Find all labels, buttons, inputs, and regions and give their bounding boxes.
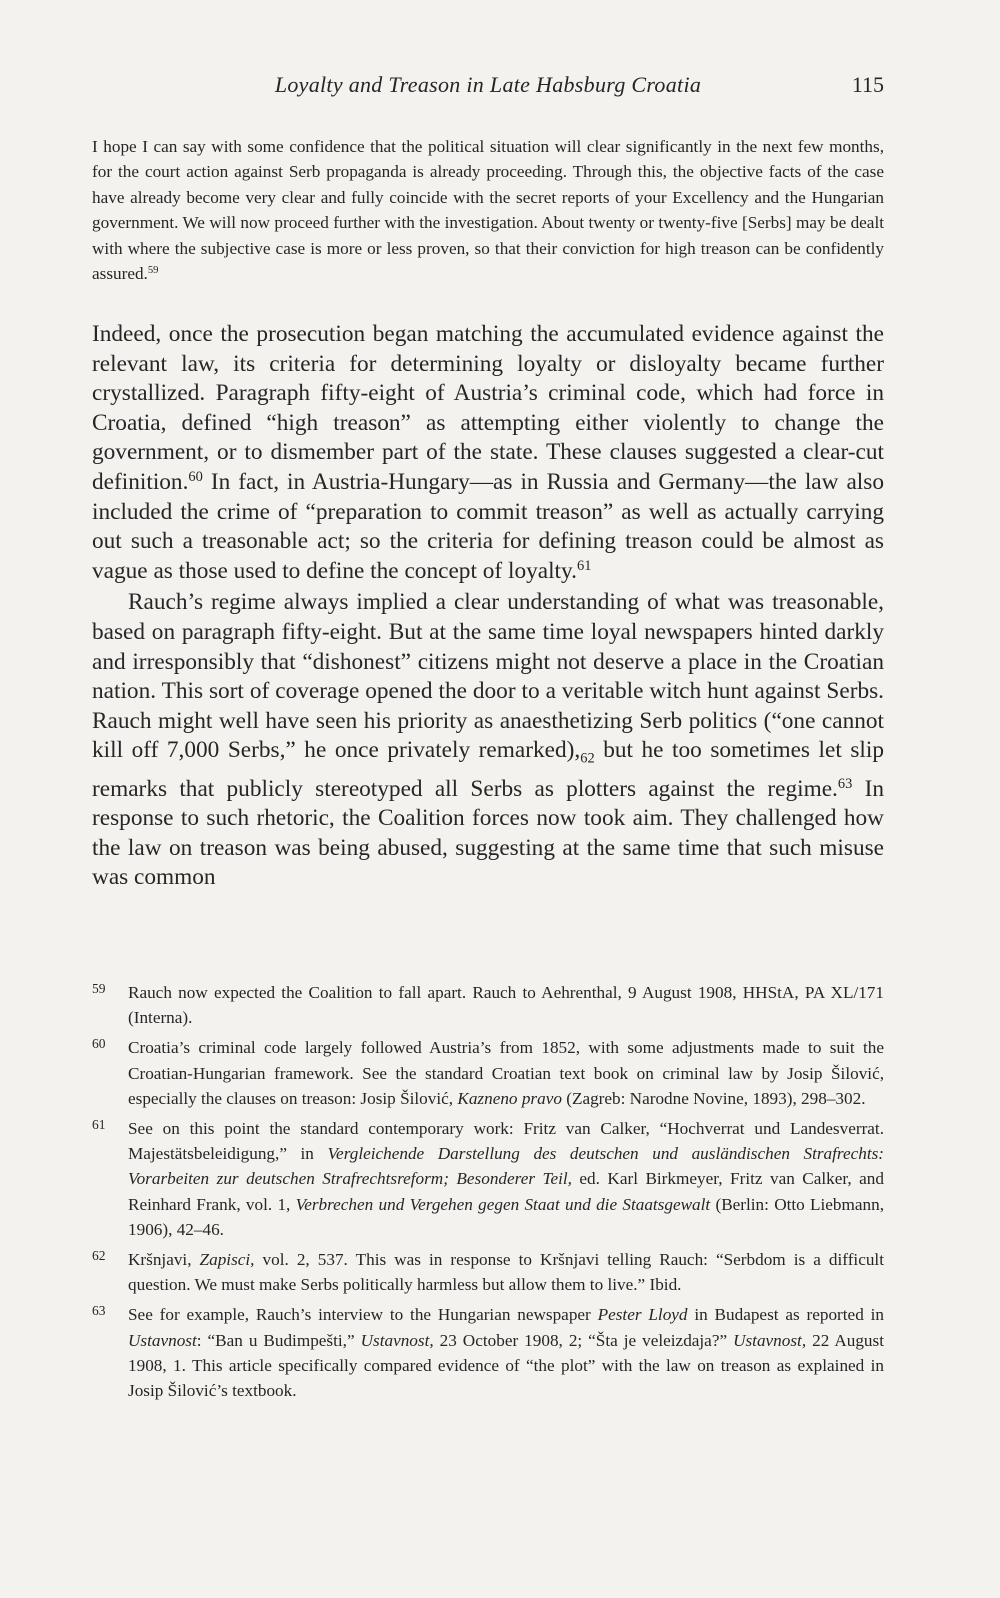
footnotes	[92, 980, 884, 1408]
footnote	[92, 1116, 884, 1242]
footnote-text: Rauch now expected the Coalition to fall apart. Rauch to Aehrenthal, 9 August 1908, HHStA, PA XL/171 (Interna).	[128, 983, 884, 1028]
footnote-title: Pester Lloyd	[597, 1305, 688, 1325]
footnote-title: Ustavnost,	[360, 1330, 434, 1350]
footnote-text: See for example, Rauch’s interview to the Hungarian newspaper	[128, 1305, 598, 1325]
footnote-title: Ustavnost	[128, 1330, 197, 1350]
paragraph-text: Rauch’s regime always implied a clear understanding of what was treasonable, based on paragraph fifty-eight. But at the same time loyal newspapers hinted darkly and irresponsibly that “dishonest” citizens might not deserve a place in the Croatian nation. This sort of coverage opened the door to a veritable witch hunt against Serbs. Rauch might well have seen his priority as anaesthetizing Serb politics (“one cannot kill off 7,000 Serbs,” he once privately remarked),	[92, 589, 884, 764]
paragraph-text: In response to such rhetoric, the Coalition forces now took aim. They challenged how the law on treason was being abused, suggesting at the same time that such misuse was common	[92, 775, 884, 891]
footnote-text: 22 August 1908, 1. This article specifically compared evidence of “the plot” with the law on treason as explained in Josip Šilović’s textbook.	[128, 1330, 884, 1401]
footnote-text: : “Ban u Budimpešti,”	[196, 1330, 361, 1350]
footnote-title: Vergleichende Darstellung des deutschen und ausländischen Strafrechts: Vorarbeiten zur deutschen Strafrechtsreform; Besonderer Teil,	[128, 1144, 885, 1189]
footnote-text: See on this point the standard contemporary work: Fritz van Calker, “Hochverrat und Landesverrat. Majestätsbeleidigung,” in	[128, 1119, 884, 1164]
footnote-title: Ustavnost,	[733, 1330, 807, 1350]
page-number: 115	[851, 72, 884, 97]
footnote-text: 23 October 1908, 2; “Šta je veleizdaja?”	[433, 1330, 734, 1350]
running-head	[92, 72, 884, 106]
footnote-text: ed. Karl Birkmeyer, Fritz van Calker, and Reinhard Frank, vol. 1,	[128, 1169, 884, 1214]
footnote	[92, 1035, 884, 1111]
paragraph-text: but he too sometimes let slip remarks that publicly stereotyped all Serbs as plotters against the regime.	[92, 737, 884, 802]
footnote-ref[interactable]: 62	[580, 750, 595, 767]
paragraph-text: In fact, in Austria-Hungary—as in Russia and Germany—the law also included the crime of “preparation to commit treason” as well as actually carrying out such a treasonable act; so the criteria for defining treason could be almost as vague as those used to define the concept of loyalty.	[92, 468, 884, 584]
paragraph	[92, 588, 884, 893]
paragraph-text: Indeed, once the prosecution began matching the accumulated evidence against the relevant law, its criteria for determining loyalty or disloyalty became further crystallized. Paragraph fifty-eight of Austria’s criminal code, which had force in Croatia, defined “high treason” as attempting either violently to change the government, or to dismember part of the state. These clauses suggested a clear-cut definition.	[92, 321, 884, 495]
footnote-number: 60	[92, 1036, 106, 1052]
footnote-number: 61	[92, 1117, 106, 1133]
footnote-ref[interactable]: 63	[837, 775, 853, 792]
footnote-text: vol. 2, 537. This was in response to Kršnjavi telling Rauch: “Serbdom is a difficult question. We must make Serbs politically harmless but allow them to live.” Ibid.	[128, 1250, 884, 1295]
footnote-number: 63	[92, 1303, 106, 1319]
footnote-text: Kršnjavi,	[128, 1250, 200, 1270]
running-title: Loyalty and Treason in Late Habsburg Croatia	[274, 72, 702, 97]
footnote-title: Zapisci,	[199, 1250, 255, 1270]
block-quote	[92, 134, 884, 286]
footnote-text: (Berlin: Otto Liebmann, 1906), 42–46.	[128, 1194, 884, 1239]
footnote-number: 62	[92, 1248, 106, 1264]
footnote-text: in Budapest as reported in	[687, 1305, 884, 1325]
footnote	[92, 1247, 884, 1297]
paragraph	[92, 320, 884, 586]
footnote-title: Verbrechen und Vergehen gegen Staat und die Staatsgewalt	[295, 1194, 711, 1214]
footnote-text: Croatia’s criminal code largely followed Austria’s from 1852, with some adjustments made to suit the Croatian-Hungarian framework. See the standard Croatian text book on criminal law by Josip Šilović, especially the clauses on treason: Josip Šilović,	[128, 1038, 884, 1108]
footnote-ref[interactable]: 59	[147, 265, 159, 277]
footnote-ref[interactable]: 60	[188, 469, 203, 486]
footnote	[92, 980, 884, 1030]
footnote	[92, 1302, 884, 1403]
quote-text: I hope I can say with some confidence that the political situation will clear significantly in the next few months, for the court action against Serb propaganda is already proceeding. Through this, the objective facts of the case have already become very clear and fully coincide with the secret reports of your Excellency and the Hungarian government. We will now proceed further with the investigation. About twenty or twenty-five [Serbs] may be dealt with where the subjective case is more or less proven, so that their conviction for high treason can be confidently assured.	[92, 137, 884, 284]
footnote-title: Kazneno pravo	[457, 1088, 562, 1108]
footnote-ref[interactable]: 61	[576, 557, 592, 574]
footnote-number: 59	[92, 981, 106, 996]
footnote-text: (Zagreb: Narodne Novine, 1893), 298–302.	[561, 1088, 866, 1108]
body-text	[92, 320, 884, 893]
